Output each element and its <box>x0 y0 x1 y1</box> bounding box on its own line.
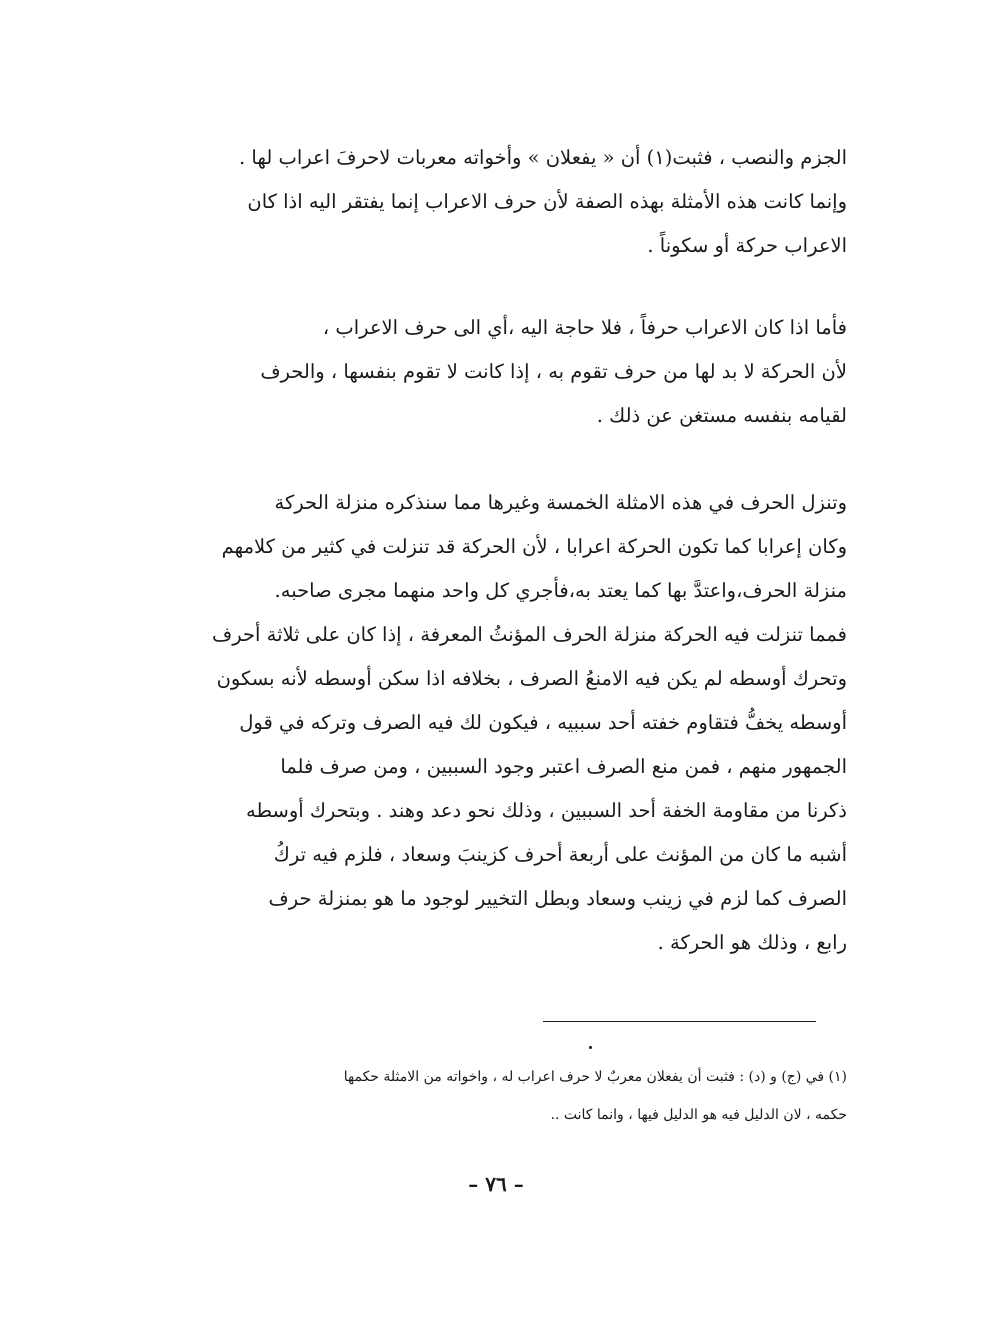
text-line: وتحرك أوسطه لم يكن فيه الامنعُ الصرف ، بخلافه اذا سكن أوسطه لأنه بسكون <box>216 667 847 690</box>
paragraph-2 <box>135 306 847 438</box>
paragraph-3 <box>135 481 847 965</box>
text-line: لأن الحركة لا بد لها من حرف تقوم به ، إذا كانت لا تقوم بنفسها ، والحرف <box>260 360 847 383</box>
footnote-line: (١) في (ج) و (د) : فثبت أن يفعلان معربٌ لا حرف اعراب له ، واخواته من الامثلة حكمها <box>343 1069 847 1085</box>
footnote-divider <box>543 1021 816 1022</box>
text-line: وإنما كانت هذه الأمثلة بهذه الصفة لأن حرف الاعراب إنما يفتقر اليه اذا كان <box>247 190 847 213</box>
footnotes <box>140 1058 847 1134</box>
text-line: الصرف كما لزم في زينب وسعاد وبطل التخيير لوجود ما هو بمنزلة حرف <box>268 887 847 910</box>
text-line: وكان إعرابا كما تكون الحركة اعرابا ، لأن الحركة قد تنزلت في كثير من كلامهم <box>221 535 847 558</box>
text-line: ذكرنا من مقاومة الخفة أحد السببين ، وذلك نحو دعد وهند . وبتحرك أوسطه <box>246 799 847 822</box>
text-line: وتنزل الحرف في هذه الامثلة الخمسة وغيرها مما سنذكره منزلة الحركة <box>274 491 847 514</box>
text-line: لقيامه بنفسه مستغن عن ذلك . <box>596 404 847 427</box>
text-line: أشبه ما كان من المؤنث على أربعة أحرف كزينبَ وسعاد ، فلزم فيه تركُ <box>273 843 847 866</box>
text-line: منزلة الحرف،واعتدَّ بها كما يعتد به،فأجري كل واحد منهما مجرى صاحبه. <box>274 579 847 602</box>
text-line: فأما اذا كان الاعراب حرفاً ، فلا حاجة اليه ،أي الى حرف الاعراب ، <box>322 316 847 339</box>
text-line: الجمهور منهم ، فمن منع الصرف اعتبر وجود السببين ، ومن صرف فلما <box>280 755 847 778</box>
text-line: الجزم والنصب ، فثبت(١) أن « يفعلان » وأخواته معربات لاحرفَ اعراب لها . <box>239 146 847 169</box>
text-line: الاعراب حركة أو سكوناً . <box>647 234 847 257</box>
footnote-divider-dot <box>589 1046 592 1049</box>
page-number: – ٧٦ – <box>468 1172 524 1196</box>
paragraph-1 <box>135 136 847 268</box>
text-line: فمما تنزلت فيه الحركة منزلة الحرف المؤنثُ المعرفة ، إذا كان على ثلاثة أحرف <box>211 623 847 646</box>
text-line: رابع ، وذلك هو الحركة . <box>657 931 847 954</box>
footnote-line: حكمه ، لان الدليل فيه هو الدليل فيها ، وانما كانت .. <box>550 1107 847 1123</box>
text-line: أوسطه يخفُّ فتقاوم خفته أحد سببيه ، فيكون لك فيه الصرف وتركه في قول <box>239 711 847 734</box>
